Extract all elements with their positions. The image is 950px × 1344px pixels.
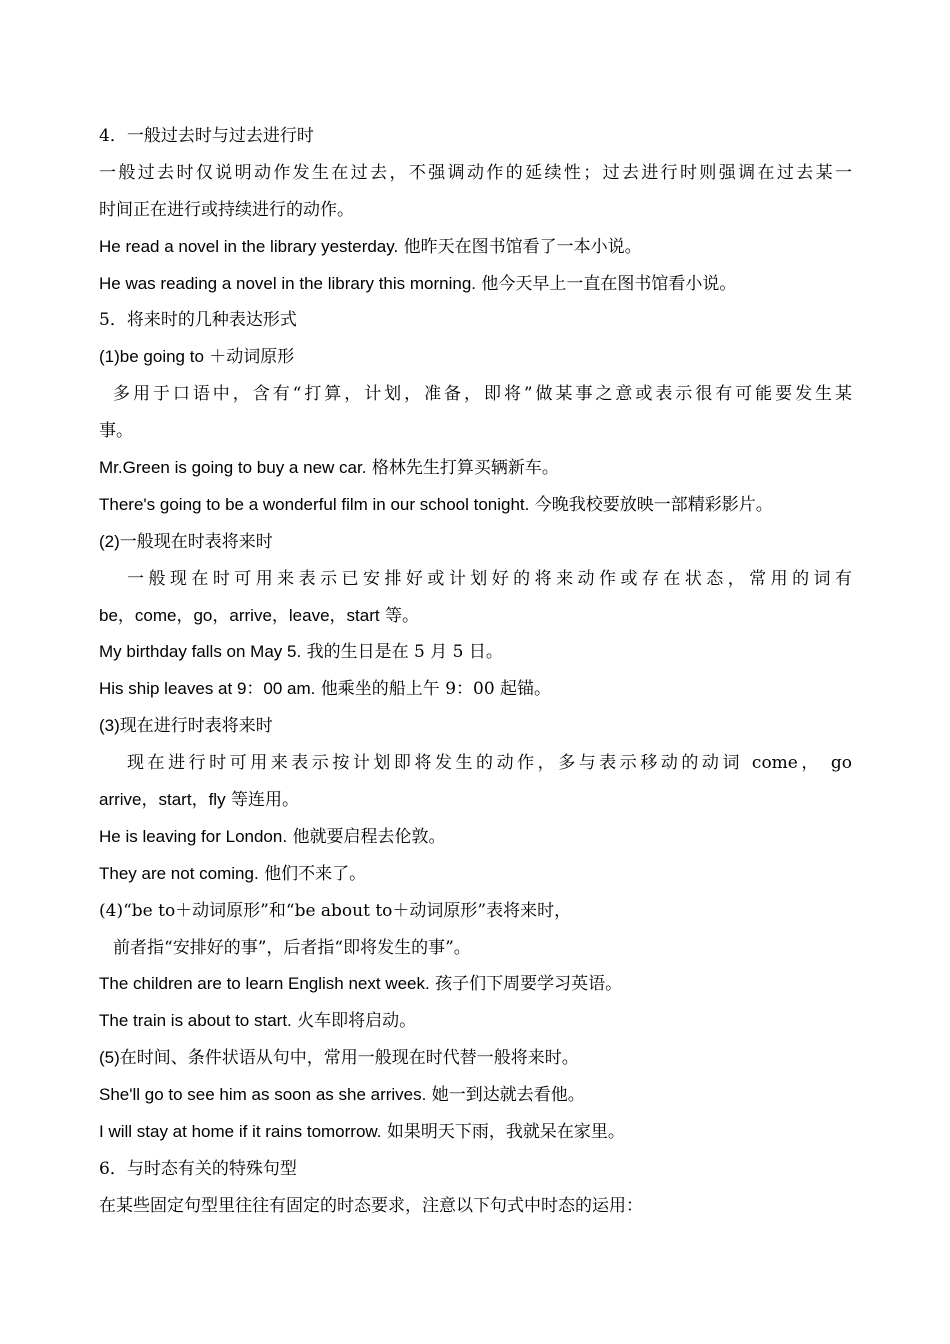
subheading-zh: 一般现在时表将来时 — [119, 531, 273, 552]
example-sentence — [99, 450, 852, 487]
example-en: I will stay at home if it rains tomorrow. — [99, 1122, 382, 1142]
example-sentence — [99, 634, 852, 671]
subheading-1 — [99, 339, 852, 376]
subheading-zh: 现在进行时表将来时 — [119, 716, 273, 737]
paragraph-line: 事。 — [99, 421, 133, 442]
document-page — [99, 118, 852, 1225]
example-en: They are not coming. — [99, 863, 259, 883]
example-sentence — [99, 966, 852, 1003]
example-zh: 他今天早上一直在图书馆看小说。 — [476, 273, 737, 294]
subheading-2 — [99, 524, 852, 561]
example-zh: 孩子们下周要学习英语。 — [429, 974, 623, 995]
paragraph-line — [99, 598, 852, 635]
example-zh: 今晚我校要放映一部精彩影片。 — [529, 494, 773, 515]
heading-5: 5．将来时的几种表达形式 — [99, 310, 297, 331]
example-zh: 他乘坐的船上午 9：00 起锚。 — [315, 679, 552, 700]
paragraph-line — [99, 782, 852, 819]
example-sentence — [99, 856, 852, 893]
subheading-en: (5) — [99, 1048, 120, 1068]
example-sentence — [99, 1114, 852, 1151]
paragraph-en: be，come，go，arrive，leave，start — [99, 605, 380, 625]
example-en: There's going to be a wonderful film in our school tonight. — [99, 494, 530, 514]
subheading-4: (4)“be to＋动词原形”和“be about to＋动词原形”表将来时， — [99, 900, 572, 921]
example-en: She'll go to see him as soon as she arrives. — [99, 1085, 427, 1105]
heading-6: 6．与时态有关的特殊句型 — [99, 1158, 297, 1179]
example-en: My birthday falls on May 5. — [99, 642, 302, 662]
paragraph-line: 前者指“安排好的事”，后者指“即将发生的事”。 — [113, 937, 471, 958]
subheading-zh: 在时间、条件状语从句中，常用一般现在时代替一般将来时。 — [119, 1048, 579, 1069]
paragraph-line: 时间正在进行或持续进行的动作。 — [99, 199, 354, 220]
paragraph-en: arrive，start，fly — [99, 790, 226, 810]
subheading-en: (2) — [99, 531, 120, 551]
paragraph-line: 一般现在时可用来表示已安排好或计划好的将来动作或存在状态，常用的词有 — [127, 568, 852, 589]
subheading-5 — [99, 1040, 852, 1077]
example-en: He is leaving for London. — [99, 826, 288, 846]
paragraph-zh: 等连用。 — [225, 790, 299, 811]
paragraph-zh: 等。 — [379, 605, 420, 626]
example-zh: 火车即将启动。 — [291, 1011, 417, 1032]
example-zh: 如果明天下雨，我就呆在家里。 — [381, 1122, 625, 1143]
example-zh: 格林先生打算买辆新车。 — [366, 458, 559, 479]
paragraph-line: 现在进行时可用来表示按计划即将发生的动作，多与表示移动的动词 come， go — [127, 753, 852, 774]
example-zh: 他昨天在图书馆看了一本小说。 — [398, 236, 642, 257]
example-sentence — [99, 229, 852, 266]
subheading-en: (1)be going to — [99, 347, 204, 367]
example-sentence — [99, 1003, 852, 1040]
example-en: He read a novel in the library yesterday. — [99, 236, 399, 256]
subheading-zh: ＋动词原形 — [203, 347, 295, 368]
example-zh: 他就要启程去伦敦。 — [287, 826, 446, 847]
example-en: The train is about to start. — [99, 1011, 292, 1031]
example-sentence — [99, 487, 852, 524]
example-sentence — [99, 819, 852, 856]
heading-4: 4．一般过去时与过去进行时 — [99, 126, 314, 146]
example-zh: 我的生日是在 5 月 5 日。 — [301, 642, 503, 663]
example-en: The children are to learn English next week. — [99, 974, 430, 994]
example-zh: 她一到达就去看他。 — [426, 1085, 585, 1106]
subheading-en: (3) — [99, 716, 120, 736]
paragraph-line: 多用于口语中，含有“打算，计划，准备，即将”做某事之意或表示很有可能要发生某 — [113, 384, 852, 405]
paragraph-line: 一般过去时仅说明动作发生在过去，不强调动作的延续性；过去进行时则强调在过去某一 — [99, 162, 852, 183]
example-sentence — [99, 1077, 852, 1114]
example-en: He was reading a novel in the library this morning. — [99, 273, 477, 293]
example-en: Mr.Green is going to buy a new car. — [99, 458, 367, 478]
paragraph-line: 在某些固定句型里往往有固定的时态要求，注意以下句式中时态的运用： — [99, 1195, 643, 1216]
example-en: His ship leaves at 9：00 am. — [99, 679, 316, 699]
example-sentence — [99, 671, 852, 708]
subheading-3 — [99, 708, 852, 745]
example-sentence — [99, 266, 852, 303]
example-zh: 他们不来了。 — [258, 863, 367, 884]
